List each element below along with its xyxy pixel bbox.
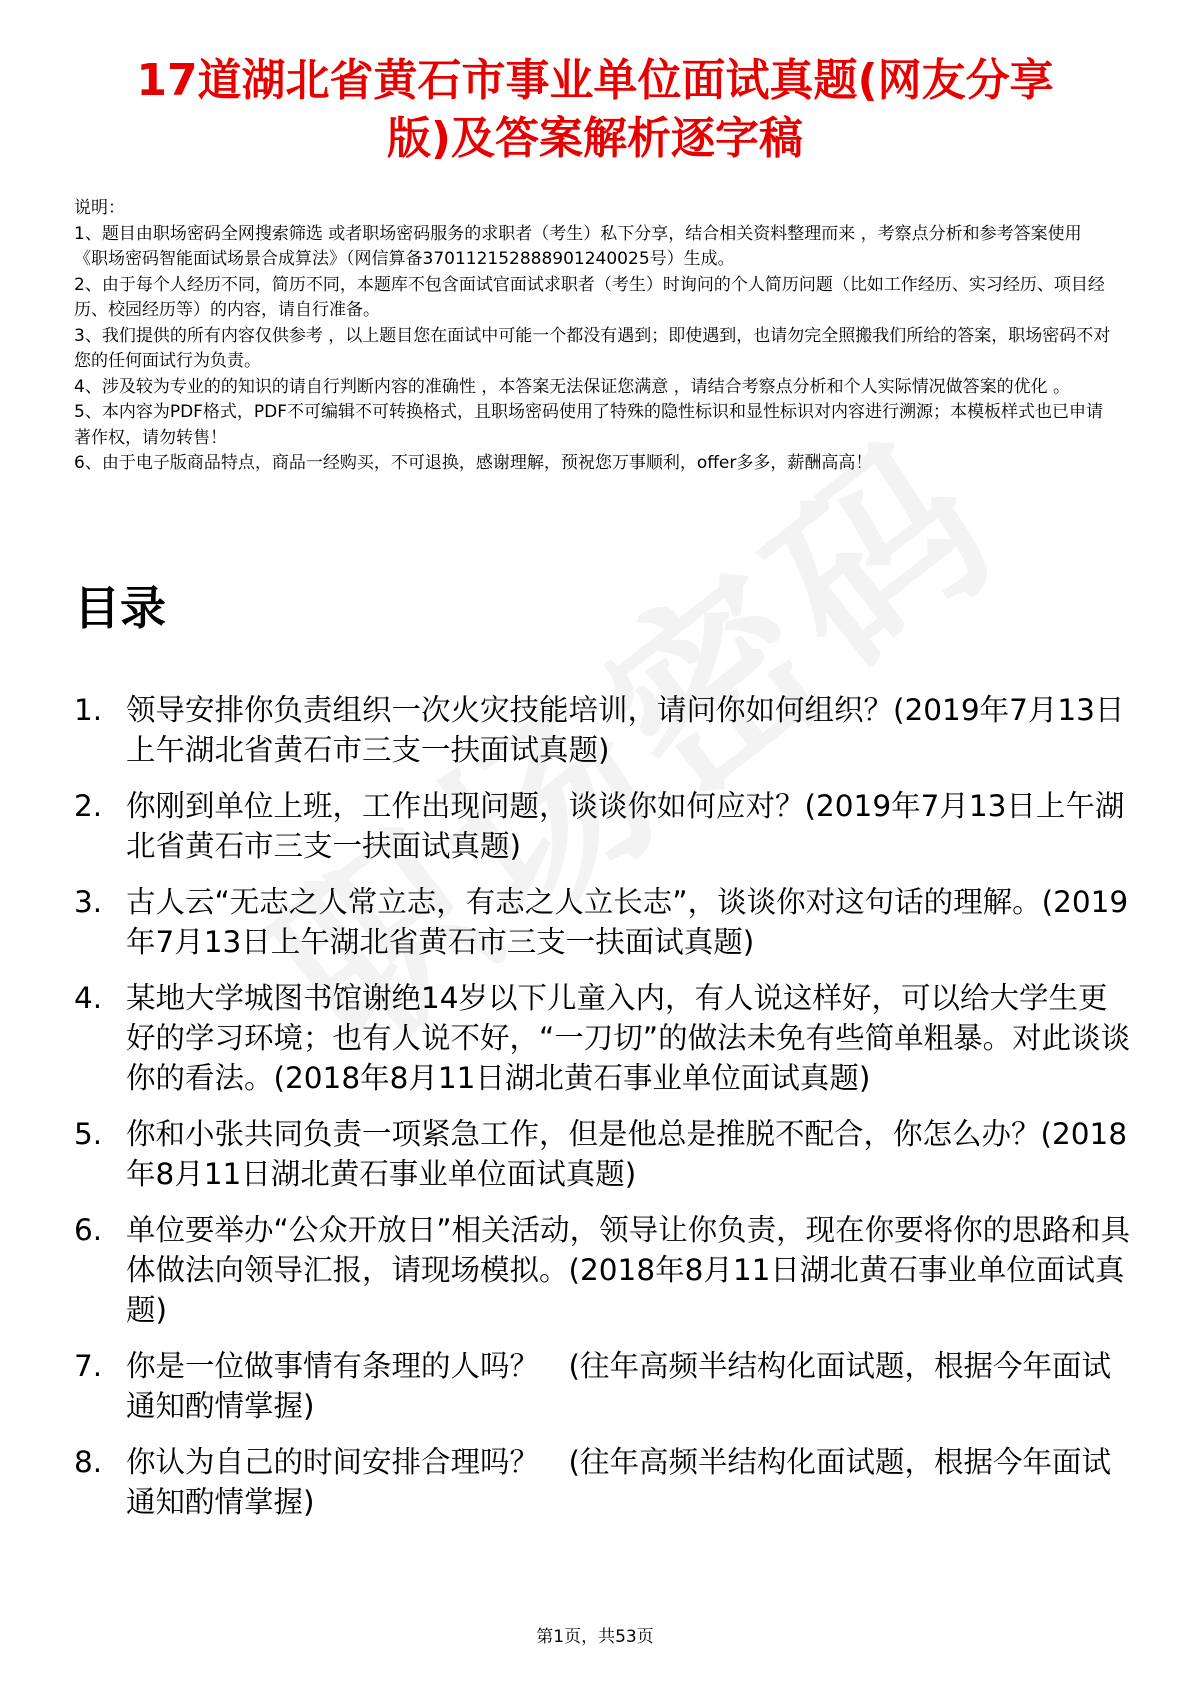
toc-item[interactable] xyxy=(74,690,1134,770)
notes-section xyxy=(74,196,1114,477)
note-item-6: 6、由于电子版商品特点，商品一经购买，不可退换，感谢理解，预祝您万事顺利，offer多多，薪酬高高！ xyxy=(74,453,873,473)
toc-heading: 目录 xyxy=(74,581,166,635)
toc-list xyxy=(74,690,1134,1538)
page-footer: 第1页，共53页 xyxy=(536,1627,654,1647)
toc-item[interactable] xyxy=(74,786,1134,866)
toc-item-text: 你是一位做事情有条理的人吗？ (往年高频半结构化面试题，根据今年面试通知酌情掌握) xyxy=(126,1349,1112,1423)
toc-item-text: 你和小张共同负责一项紧急工作，但是他总是推脱不配合，你怎么办？(2018年8月11日湖北黄石事业单位面试真题) xyxy=(126,1117,1128,1191)
toc-item-text: 你刚到单位上班，工作出现问题，谈谈你如何应对？(2019年7月13日上午湖北省黄石市三支一扶面试真题) xyxy=(126,789,1125,863)
toc-item[interactable] xyxy=(74,1114,1134,1194)
note-item-4: 4、涉及较为专业的的知识的请自行判断内容的准确性 ，本答案无法保证您满意 ，请结合考察点分析和个人实际情况做答案的优化 。 xyxy=(74,376,1071,397)
toc-item-number: 2. xyxy=(74,789,103,823)
toc-item-text: 单位要举办“公众开放日”相关活动，领导让你负责，现在你要将你的思路和具体做法向领导汇报，请现场模拟。(2018年8月11日湖北黄石事业单位面试真题) xyxy=(126,1213,1131,1327)
toc-item-number: 5. xyxy=(74,1117,103,1151)
toc-item-number: 6. xyxy=(74,1213,103,1247)
document-title xyxy=(60,52,1130,168)
toc-item-text: 你认为自己的时间安排合理吗？ (往年高频半结构化面试题，根据今年面试通知酌情掌握) xyxy=(126,1445,1112,1519)
note-item-1: 1、题目由职场密码全网搜索筛选 或者职场密码服务的求职者（考生）私下分享，结合相关资料整理而来 ，考察点分析和参考答案使用《职场密码智能面试场景合成算法》（网信算备370112152888901240025号）生成。 xyxy=(74,223,1082,269)
toc-item-text: 领导安排你负责组织一次火灾技能培训，请问你如何组织？(2019年7月13日上午湖北省黄石市三支一扶面试真题) xyxy=(126,693,1125,767)
toc-item-number: 8. xyxy=(74,1445,103,1479)
toc-item-text: 某地大学城图书馆谢绝14岁以下儿童入内，有人说这样好，可以给大学生更好的学习环境；也有人说不好，“一刀切”的做法未免有些简单粗暴。对此谈谈你的看法。(2018年8月11日湖北黄石事业单位面试真题) xyxy=(126,981,1131,1095)
notes-heading: 说明： xyxy=(74,198,125,218)
toc-item-number: 1. xyxy=(74,693,103,727)
toc-item[interactable] xyxy=(74,882,1134,962)
toc-item[interactable] xyxy=(74,978,1134,1098)
toc-item-text: 古人云“无志之人常立志，有志之人立长志”，谈谈你对这句话的理解。(2019年7月13日上午湖北省黄石市三支一扶面试真题) xyxy=(126,885,1129,959)
toc-item-number: 3. xyxy=(74,885,103,919)
toc-item[interactable] xyxy=(74,1442,1134,1522)
toc-item-number: 4. xyxy=(74,981,103,1015)
toc-item[interactable] xyxy=(74,1210,1134,1330)
note-item-3: 3、我们提供的所有内容仅供参考 ，以上题目您在面试中可能一个都没有遇到；即使遇到，也请勿完全照搬我们所给的答案，职场密码不对您的任何面试行为负责。 xyxy=(74,325,1111,371)
title-line-2: 版)及答案解析逐字稿 xyxy=(386,113,804,164)
toc-item-number: 7. xyxy=(74,1349,103,1383)
title-line-1: 17道湖北省黄石市事业单位面试真题(网友分享 xyxy=(136,55,1054,106)
note-item-2: 2、由于每个人经历不同，简历不同，本题库不包含面试官面试求职者（考生）时询问的个人简历问题（比如工作经历、实习经历、项目经历、校园经历等）的内容，请自行准备。 xyxy=(74,274,1105,320)
toc-item[interactable] xyxy=(74,1346,1134,1426)
note-item-5: 5、本内容为PDF格式，PDF不可编辑不可转换格式，且职场密码使用了特殊的隐性标识和显性标识对内容进行溯源；本模板样式也已申请著作权，请勿转售！ xyxy=(74,402,1104,448)
